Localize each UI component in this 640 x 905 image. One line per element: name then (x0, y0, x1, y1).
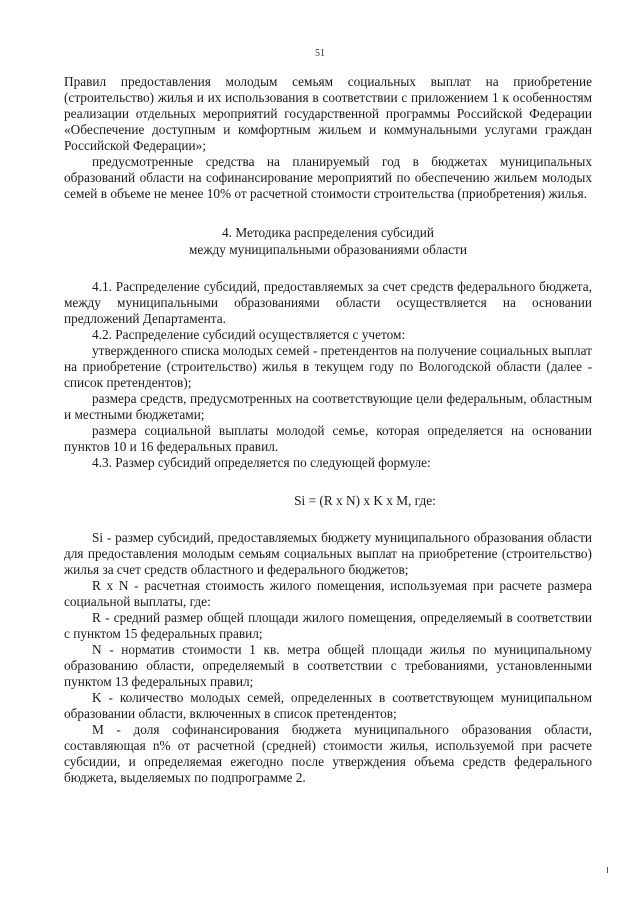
paragraph: Правил предоставления молодым семьям социальных выплат на приобретение (строительство) жилья и их использования в соответствии с приложением 1 к особенностям реализации отдельных мероприятий государственной программы Российской Федерации «Обеспечение доступным и комфортным жильем и коммунальными услугами граждан Российской Федерации»; (64, 74, 592, 153)
paragraph: R - средний размер общей площади жилого помещения, определяемый в соответствии с пунктом 15 федеральных правил; (64, 610, 592, 641)
paragraph: размера средств, предусмотренных на соответствующие цели федеральным, областным и местными бюджетами; (64, 391, 592, 422)
paragraph: K - количество молодых семей, определенных в соответствующем муниципальном образовании области, включенных в список претендентов; (64, 690, 592, 721)
scan-mark (607, 867, 608, 873)
page-number: 51 (315, 48, 325, 59)
section-heading (64, 224, 592, 258)
section-heading-line: между муниципальными образованиями области (189, 242, 467, 257)
paragraph: 4.1. Распределение субсидий, предоставляемых за счет средств федерального бюджета, между муниципальными образованиями области осуществляется на основании предложений Департамента. (64, 279, 592, 326)
document-body (64, 74, 592, 786)
paragraph: размера социальной выплаты молодой семье, которая определяется на основании пунктов 10 и 16 федеральных правил. (64, 423, 592, 454)
paragraph: Si - размер субсидий, предоставляемых бюджету муниципального образования области для предоставления молодым семьям социальных выплат на приобретение (строительство) жилья за счет средств областного и федерального бюджетов; (64, 530, 592, 577)
paragraph: утвержденного списка молодых семей - претендентов на получение социальных выплат на приобретение (строительство) жилья в текущем году по Вологодской области (далее - список претендентов); (64, 343, 592, 390)
paragraph: M - доля софинансирования бюджета муниципального образования области, составляющая n% от расчетной (средней) стоимости жилья, используемой при расчете субсидии, и определяемая ежегодно после утверждения объема средств федерального бюджета, выделяемых по подпрограмме 2. (64, 722, 592, 785)
paragraph: 4.3. Размер субсидий определяется по следующей формуле: (92, 455, 431, 470)
paragraph: 4.2. Распределение субсидий осуществляется с учетом: (92, 327, 406, 342)
formula: Si = (R x N) x K x M, где: (294, 493, 436, 508)
paragraph: N - норматив стоимости 1 кв. метра общей площади жилья по муниципальному образованию области, определяемый в соответствии с требованиями, установленными пунктом 13 федеральных правил; (64, 642, 592, 689)
paragraph: R x N - расчетная стоимость жилого помещения, используемая при расчете размера социальной выплаты, где: (64, 578, 592, 609)
paragraph: предусмотренные средства на планируемый год в бюджетах муниципальных образований области на софинансирование мероприятий по обеспечению жильем молодых семей в объеме не менее 10% от расчетной стоимости строительства (приобретения) жилья. (64, 154, 592, 201)
section-heading-line: 4. Методика распределения субсидий (222, 225, 434, 240)
